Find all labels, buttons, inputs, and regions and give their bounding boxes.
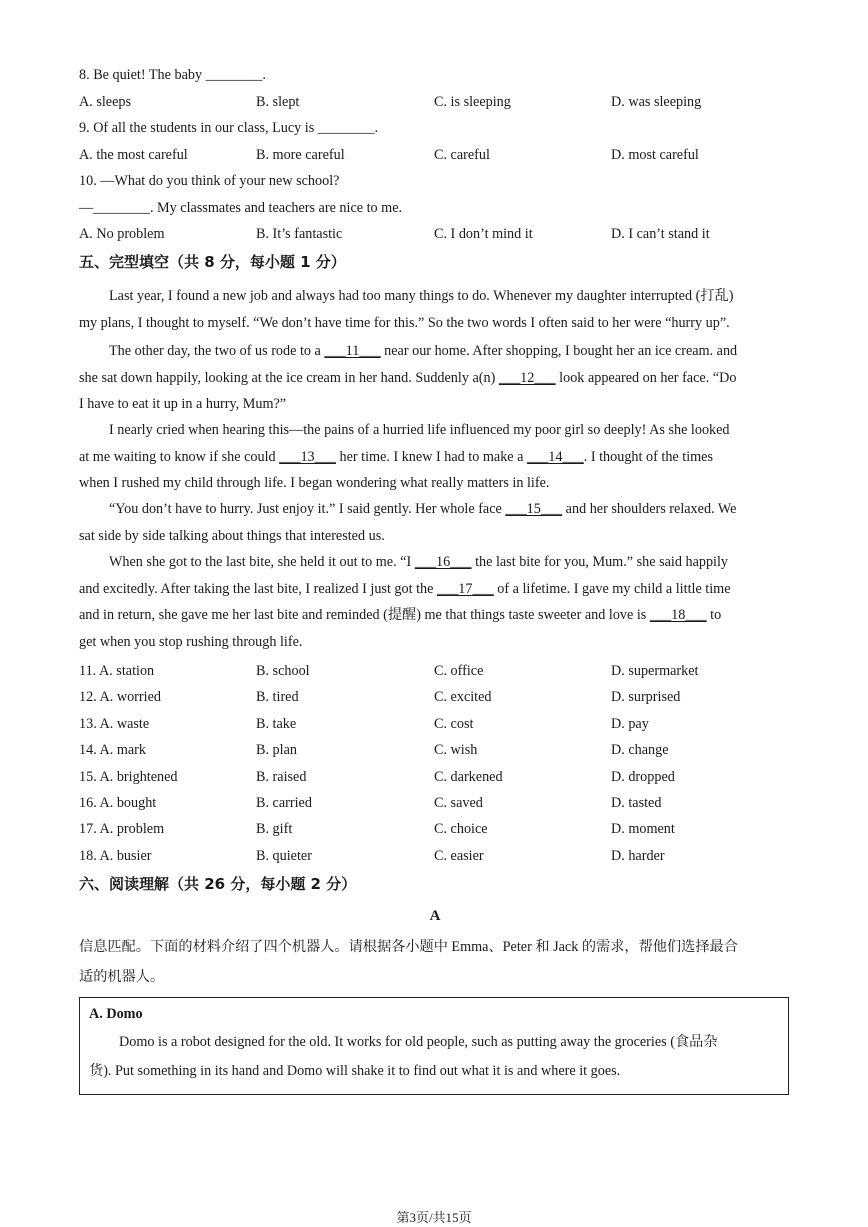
q10-stem-reply: —________. My classmates and teachers are nice to me. [79,200,403,216]
option-d: D. dropped [611,769,675,785]
q9-option-b: B. more careful [256,147,345,163]
option-b: B. carried [256,795,312,811]
section5-heading: 五、完型填空（共 8 分，每小题 1 分） [79,253,346,271]
passage-paragraph-2 [79,338,791,418]
intro-line: 适的机器人。 [79,969,165,985]
blank-13: ___13___ [279,448,336,465]
blank-15: ___15___ [505,501,563,517]
passage-paragraph-5 [79,549,791,655]
q9-option-c: C. careful [434,147,490,163]
blank-16: ___16___ [414,554,472,570]
q8-options [79,93,791,111]
option-d: D. harder [611,848,665,864]
paragraph-line: I have to eat it up in a hurry, Mum?” [79,396,287,412]
q10-option-d: D. I can’t stand it [611,226,710,242]
question-11-options [79,662,791,680]
paragraph-line: when I rushed my child through life. I began wondering what really matters in life. [79,475,550,491]
option-c: C. darkened [434,769,503,785]
q10-option-b: B. It’s fantastic [256,226,343,242]
question-15-options [79,768,791,786]
paragraph-line: sat side by side talking about things that interested us. [79,527,385,544]
option-c: C. saved [434,795,483,811]
option-a: 17. A. problem [79,821,165,837]
box-text [89,1028,779,1086]
option-d: D. change [611,742,669,758]
box-line: Domo is a robot designed for the old. It works for old people, such as putting away the groceries (食品杂 [119,1034,718,1050]
passage-paragraph-3 [79,417,791,497]
page-number: 第3页/共15页 [396,1210,472,1225]
option-a: 12. A. worried [79,689,161,705]
option-b: B. tired [256,689,299,705]
q10-option-a: A. No problem [79,226,165,242]
option-b: B. plan [256,742,297,758]
q8-stem: 8. Be quiet! The baby ________. [79,67,266,83]
q9-stem: 9. Of all the students in our class, Lucy is ________. [79,120,379,136]
question-12-options [79,688,791,706]
option-d: D. supermarket [611,663,699,679]
blank-17: ___17___ [436,580,494,597]
q8-option-d: D. was sleeping [611,94,702,110]
question-18-options [79,847,791,865]
passage-paragraph-4 [79,496,791,549]
option-c: C. cost [434,716,474,732]
q10-stem: 10. —What do you think of your new school? [79,173,340,189]
blank-11: ___11___ [324,343,381,359]
paragraph-line: and excitedly. After taking the last bite, I realized I just got the ___17___ of a lifetime. I gave my child a little time [79,576,791,603]
section6-heading: 六、阅读理解（共 26 分，每小题 2 分） [79,875,357,893]
option-b: B. take [256,716,297,732]
paragraph-line: get when you stop rushing through life. [79,633,303,650]
option-d: D. pay [611,716,649,732]
question-17-options [79,820,791,838]
question-16-options [79,794,791,812]
blank-12: ___12___ [498,369,556,386]
option-b: B. raised [256,769,307,785]
passage-paragraph-1 [79,283,791,336]
paragraph-line: I nearly cried when hearing this—the pains of a hurried life influenced my poor girl so deeply! As she looked [109,422,730,438]
option-c: C. office [434,663,484,679]
question-13-options [79,715,791,733]
q10-option-c: C. I don’t mind it [434,226,533,242]
option-c: C. wish [434,742,478,758]
part-label: A [429,908,441,924]
q8-option-c: C. is sleeping [434,94,511,110]
q8-option-b: B. slept [256,94,300,110]
option-d: D. moment [611,821,675,837]
option-c: C. excited [434,689,492,705]
question-14-options [79,741,791,759]
option-a: 16. A. bought [79,795,157,811]
blank-14: ___14___ [527,448,584,465]
intro-line: 信息匹配。下面的材料介绍了四个机器人。请根据各小题中 Emma、Peter 和 Jack 的需求，帮他们选择最合 [79,939,738,955]
option-b: B. school [256,663,310,679]
option-d: D. tasted [611,795,662,811]
q8-option-a: A. sleeps [79,94,132,110]
option-a: 13. A. waste [79,716,150,732]
paragraph-line: “You don’t have to hurry. Just enjoy it.” I said gently. Her whole face ___15___ and her shoulders relaxed. We [79,496,791,523]
option-d: D. surprised [611,689,681,705]
option-c: C. choice [434,821,488,837]
paragraph-line: Last year, I found a new job and always had too many things to do. Whenever my daughter interrupted (打乱) [109,288,734,304]
box-title: A. Domo [89,1006,143,1022]
q9-option-a: A. the most careful [79,147,188,163]
paragraph-line: The other day, the two of us rode to a ___11___ near our home. After shopping, I bought her an ice cream. and [79,338,791,365]
option-a: 15. A. brightened [79,769,178,785]
paragraph-line: When she got to the last bite, she held it out to me. “I ___16___ the last bite for you, Mum.” she said happily [79,549,791,576]
robot-info-box [79,997,789,1095]
option-b: B. quieter [256,848,312,864]
q10-options [79,225,791,243]
option-a: 11. A. station [79,663,155,679]
option-a: 14. A. mark [79,742,146,758]
paragraph-line: at me waiting to know if she could ___13___ her time. I knew I had to make a ___14___. I thought of the times [79,444,791,471]
option-c: C. easier [434,848,484,864]
paragraph-line: she sat down happily, looking at the ice cream in her hand. Suddenly a(n) ___12___ look appeared on her face. “Do [79,365,791,392]
section6-intro [79,932,791,992]
paragraph-line: my plans, I thought to myself. “We don’t have time for this.” So the two words I often said to her were “hurry up”. [79,314,730,331]
blank-18: ___18___ [649,607,707,623]
paragraph-line: and in return, she gave me her last bite and reminded (提醒) me that things taste sweeter and love is ___18___ to [79,602,791,629]
box-line: 货). Put something in its hand and Domo will shake it to find out what it is and where it goes. [89,1063,621,1079]
q9-option-d: D. most careful [611,147,699,163]
option-a: 18. A. busier [79,848,152,864]
q9-options [79,146,791,164]
option-b: B. gift [256,821,293,837]
